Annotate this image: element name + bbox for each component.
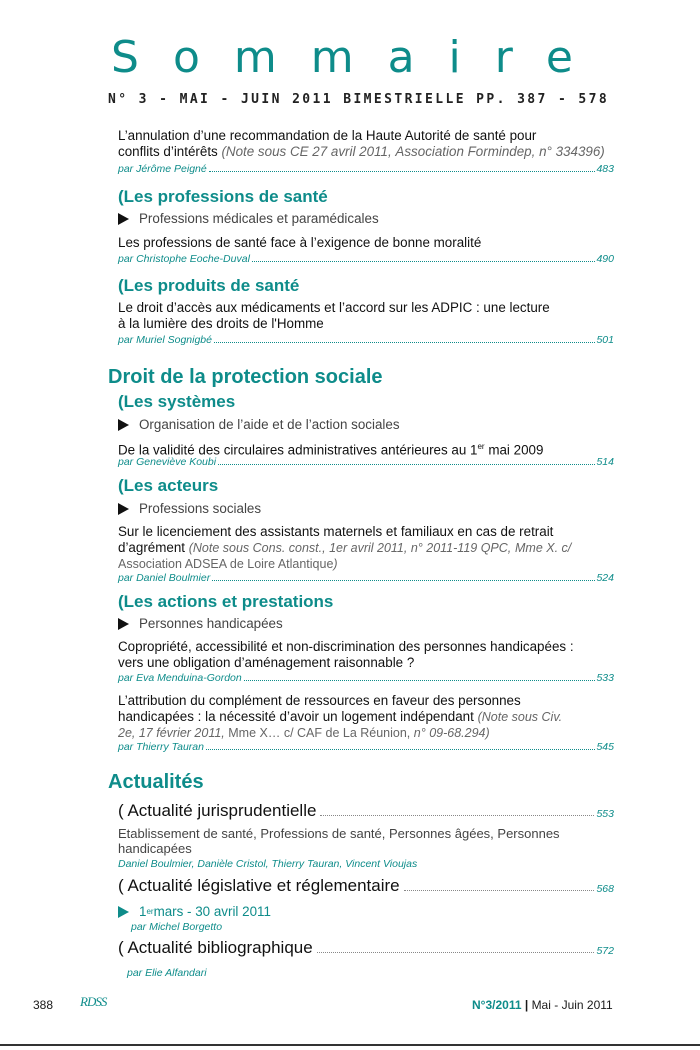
actualite-legislative[interactable]: ( Actualité législative et réglementaire 568 [118,876,614,895]
article-complement-ressources-title[interactable]: L’attribution du complément de ressources en faveur des personnes handicapées : la nécessité d’avoir un logement indépendant (Note sous Civ. 2e, 17 février 2011, Mme X… c/ CAF de La Réunion, n° 09-68.294) [118,693,563,740]
subsection-professions-medicales: Professions médicales et paramédicales [118,211,379,226]
page-number: 553 [596,808,614,820]
byline-boulmier: par Daniel Boulmier 524 [118,572,614,584]
footer-page-number: 388 [33,998,54,1012]
article-annulation-title[interactable]: L’annulation d’une recommandation de la Haute Autorité de santé pour conflits d’intérêts (Note sous CE 27 avril 2011, Association Formindep, n° 334396) [118,128,605,159]
page-number: 490 [596,253,614,265]
article-licenciement-title[interactable]: Sur le licenciement des assistants maternels et familiaux en cas de retrait d’agrément (Note sous Cons. const., 1er avril 2011, n° 2011-119 QPC, Mme X. c/ Association ADSEA de Loire Atlantique) [118,524,572,571]
byline-koubi: par Geneviève Koubi 514 [118,456,614,468]
jurisprudence-topics: Etablissement de santé, Professions de santé, Personnes âgées, Personnes handicapées [118,826,560,856]
byline-jurisprudence-authors: Daniel Boulmier, Danièle Cristol, Thierry Tauran, Vincent Vioujas [118,858,418,870]
triangle-bullet-icon [118,213,129,225]
section-professions-sante: (Les professions de santé [118,187,328,206]
page-number: 545 [596,741,614,753]
period-legislative: 1 er mars - 30 avril 2011 [118,904,271,919]
page-number: 572 [596,945,614,957]
page-number: 568 [596,883,614,895]
triangle-bullet-icon [118,419,129,431]
section-produits-sante: (Les produits de santé [118,276,300,295]
leader-dots [218,464,595,465]
page-number: 501 [596,334,614,346]
article-adpic-title[interactable]: Le droit d’accès aux médicaments et l’accord sur les ADPIC : une lecture à la lumière des droits de l'Homme [118,300,550,331]
byline-alfandari: par Elie Alfandari [127,967,207,979]
section-acteurs: (Les acteurs [118,476,219,495]
triangle-bullet-icon [118,618,129,630]
rdss-logo: RDSS [80,994,107,1009]
leader-dots [317,952,595,953]
footer-rule [0,1044,700,1046]
section-systemes: (Les systèmes [118,392,236,411]
article-copropriete-title[interactable]: Copropriété, accessibilité et non-discrimination des personnes handicapées : vers une obligation d’aménagement raisonnable ? [118,639,574,670]
leader-dots [214,342,595,343]
actualite-jurisprudentielle[interactable]: ( Actualité jurisprudentielle 553 [118,801,614,820]
leader-dots [404,890,595,891]
leader-dots [252,261,596,262]
byline-menduina-gordon: par Eva Menduina-Gordon 533 [118,672,614,684]
leader-dots [244,680,596,681]
actualite-bibliographique[interactable]: ( Actualité bibliographique 572 [118,938,614,957]
subsection-professions-sociales: Professions sociales [118,501,261,516]
byline-peigne: par Jérôme Peigné 483 [118,163,614,175]
leader-dots [320,815,594,816]
page-number: 483 [596,163,614,175]
triangle-bullet-icon [118,503,129,515]
page-number: 514 [596,456,614,468]
leader-dots [212,580,595,581]
issue-subtitle: N° 3 - MAI - JUIN 2011 BIMESTRIELLE PP. 387 - 578 [108,92,610,107]
page-number: 533 [596,672,614,684]
subsection-personnes-handicapees: Personnes handicapées [118,616,283,631]
footer-issue: N°3/2011 | Mai - Juin 2011 [472,998,613,1012]
article-circulaires-title[interactable]: De la validité des circulaires administratives antérieures au 1er mai 2009 [118,442,544,458]
subsection-aide-action-sociales: Organisation de l’aide et de l’action sociales [118,417,400,432]
byline-eoche-duval: par Christophe Eoche-Duval 490 [118,253,614,265]
leader-dots [206,749,595,750]
byline-tauran: par Thierry Tauran 545 [118,741,614,753]
section-actions-prestations: (Les actions et prestations [118,592,334,611]
heading-protection-sociale: Droit de la protection sociale [108,366,383,388]
heading-actualites: Actualités [108,771,204,793]
byline-sognigbe: par Muriel Sognigbé 501 [118,334,614,346]
triangle-bullet-icon [118,906,129,918]
article-moralite-title[interactable]: Les professions de santé face à l’exigence de bonne moralité [118,235,482,250]
page-number: 524 [596,572,614,584]
page-title: Sommaire [111,32,607,83]
byline-borgetto: par Michel Borgetto [131,921,223,933]
leader-dots [209,171,596,172]
